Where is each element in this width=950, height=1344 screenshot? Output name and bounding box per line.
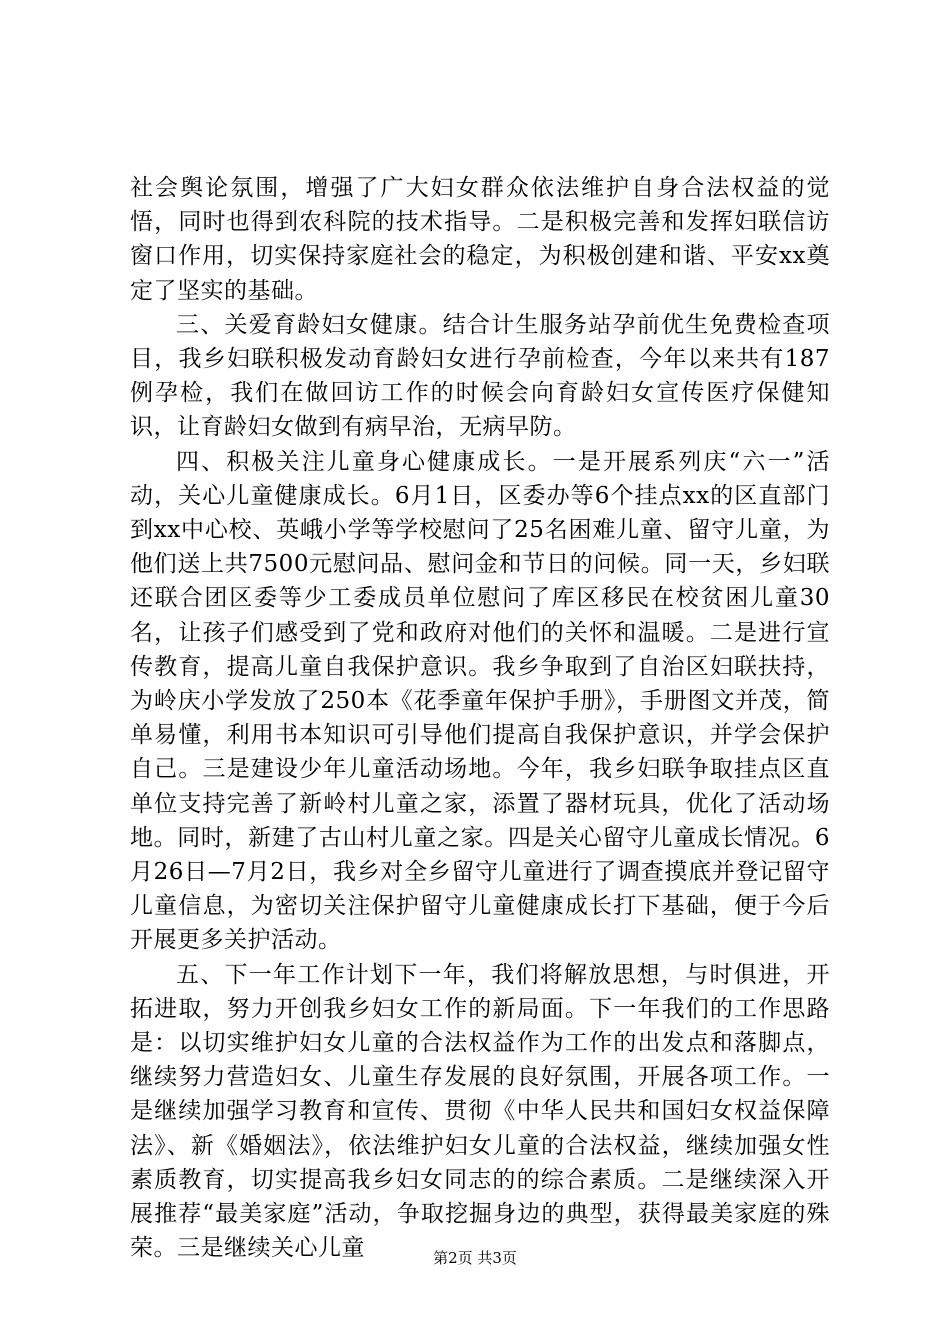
paragraph-continuation: 社会舆论氛围，增强了广大妇女群众依法维护自身合法权益的觉悟，同时也得到农科院的技术指导。二是积极完善和发挥妇联信访窗口作用，切实保持家庭社会的稳定，为积极创建和谐、平安xx奠定了坚实的基础。: [130, 175, 830, 304]
paragraph-section-4: 四、积极关注儿童身心健康成长。一是开展系列庆“六一”活动，关心儿童健康成长。6月1日，区委办等6个挂点xx的区直部门到xx中心校、英峨小学等学校慰问了25名困难儿童、留守儿童，为他们送上共7500元慰问品、慰问金和节日的问候。同一天，乡妇联还联合团区委等少工委成员单位慰问了库区移民在校贫困儿童30名，让孩子们感受到了党和政府对他们的关怀和温暖。二是进行宣传教育，提高儿童自我保护意识。我乡争取到了自治区妇联扶持，为岭庆小学发放了250本《花季童年保护手册》，手册图文并茂，简单易懂，利用书本知识可引导他们提高自我保护意识，并学会保护自己。三是建设少年儿童活动场地。今年，我乡妇联争取挂点区直单位支持完善了新岭村儿童之家，添置了器材玩具，优化了活动场地。同时，新建了古山村儿童之家。四是关心留守儿童成长情况。6月26日—7月2日，我乡对全乡留守儿童进行了调查摸底并登记留守儿童信息，为密切关注保护留守儿童健康成长打下基础，便于今后开展更多关护活动。: [130, 448, 830, 954]
document-body: [130, 171, 830, 1266]
paragraph-section-3: 三、关爱育龄妇女健康。结合计生服务站孕前优生免费检查项目，我乡妇联积极发动育龄妇女进行孕前检查，今年以来共有187例孕检，我们在做回访工作的时候会向育龄妇女宣传医疗保健知识，让育龄妇女做到有病早治，无病早防。: [130, 311, 830, 441]
page-footer: 第2页 共3页: [433, 1249, 517, 1267]
paragraph-section-5: 五、下一年工作计划下一年，我们将解放思想，与时俱进，开拓进取，努力开创我乡妇女工作的新局面。下一年我们的工作思路是：以切实维护妇女儿童的合法权益作为工作的出发点和落脚点，继续努力营造妇女、儿童生存发展的良好氛围，开展各项工作。一是继续加强学习教育和宣传、贯彻《中华人民共和国妇女权益保障法》、新《婚姻法》，依法维护妇女儿童的合法权益，继续加强女性素质教育，切实提高我乡妇女同志的的综合素质。二是继续深入开展推荐“最美家庭”活动，争取挖掘身边的典型，获得最美家庭的殊荣。三是继续关心儿童: [130, 961, 830, 1262]
